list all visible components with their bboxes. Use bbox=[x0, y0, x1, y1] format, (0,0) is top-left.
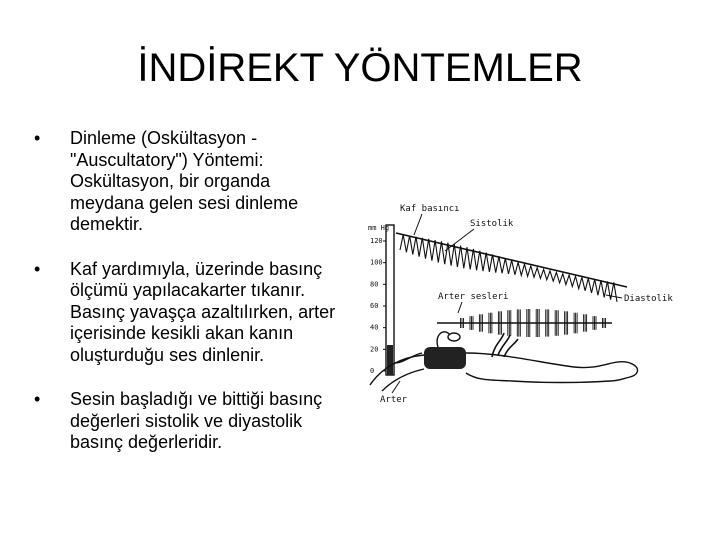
scale-tick-label: 80 bbox=[370, 280, 379, 289]
scale-tick-label: 120 bbox=[370, 237, 383, 245]
scale-tick-label: 20 bbox=[370, 345, 379, 354]
scale-tick-label: 100 bbox=[370, 258, 383, 267]
bullet-list bbox=[34, 128, 344, 454]
cuff-pressure-pointer bbox=[414, 214, 422, 235]
systolic-label: Sistolik bbox=[470, 219, 514, 229]
cuff-pressure-oscillation bbox=[400, 235, 617, 302]
scale-tick-label: 0 bbox=[370, 367, 375, 375]
scale-tick-label: 40 bbox=[370, 323, 379, 332]
auscultation-diagram bbox=[342, 195, 692, 410]
oscillation-trace bbox=[400, 235, 617, 302]
cuff-pressure-line bbox=[396, 233, 627, 287]
cuff bbox=[424, 347, 466, 369]
arm-outline bbox=[370, 353, 637, 391]
bullet-item-cuff-procedure bbox=[34, 259, 344, 367]
bullet-marker: • bbox=[34, 128, 41, 148]
bullet-marker: • bbox=[34, 258, 41, 279]
slide-title: İNDİREKT YÖNTEMLER bbox=[137, 46, 583, 90]
artery-sounds-pointer bbox=[458, 302, 462, 313]
bullet-text: Sesin başladığı ve bittiği basınç değerleri sistolik ve diyastolik basınç değerleridir. bbox=[70, 389, 323, 452]
artery-sounds-label: Arter sesleri bbox=[438, 292, 509, 302]
mercury-level bbox=[387, 345, 393, 375]
cuff-pressure-label: Kaf basıncı bbox=[400, 204, 460, 214]
bullet-text: Dinleme (Oskültasyon - "Auscultatory") Yöntemi: Oskültasyon, bir organda meydana gelen sesi dinleme demektir. bbox=[70, 128, 299, 234]
bullet-item-auscultation bbox=[34, 128, 344, 236]
bullet-marker: • bbox=[34, 389, 41, 409]
diastolic-label: Diastolik bbox=[624, 294, 673, 304]
bullet-text: Kaf yardımıyla, üzerinde basınç ölçümü yapılacakarter tıkanır. Basınç yavaşça azaltılırken, arter içerisinde kesikli akan kanın oluşturduğu ses dinlenir. bbox=[70, 258, 336, 365]
pump-bulb-icon bbox=[448, 333, 460, 341]
artery-pointer bbox=[392, 381, 400, 393]
bullet-item-pressure-values bbox=[34, 389, 344, 454]
stethoscope-icon bbox=[492, 333, 518, 357]
artery-label: Arter bbox=[380, 395, 408, 405]
scale-tick-label: 60 bbox=[370, 302, 379, 310]
bulb-tube bbox=[437, 332, 450, 347]
unit-label: mm Hg bbox=[368, 224, 390, 232]
diastolic-pointer bbox=[606, 295, 622, 298]
pressure-scale bbox=[370, 237, 386, 375]
